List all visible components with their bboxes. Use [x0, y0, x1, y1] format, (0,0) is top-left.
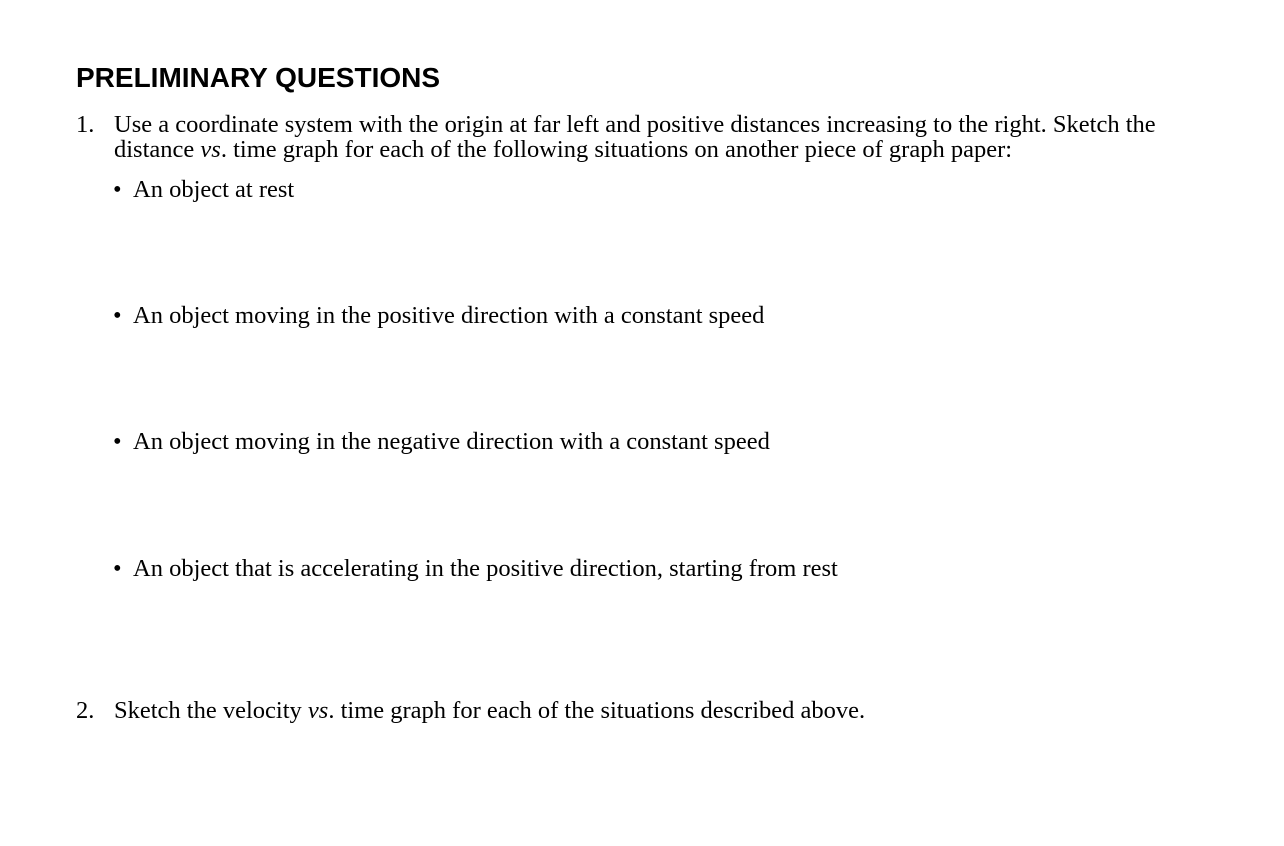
question-emphasis: vs [307, 697, 329, 724]
bullet-icon: • [113, 555, 122, 582]
bullet-label: An object at rest [133, 176, 295, 203]
section-heading: PRELIMINARY QUESTIONS [76, 62, 441, 93]
question-text [114, 112, 1214, 162]
question-text-part: . time graph for each of the situations described above. [328, 697, 866, 724]
question-number: 1. [76, 111, 95, 138]
bullet-label: An object moving in the positive direction with a constant speed [133, 302, 765, 329]
bullet-item [113, 556, 838, 581]
bullet-item [113, 429, 770, 454]
question-text-part: Use a coordinate system with the origin at far left and positive distances increasing to the right. Sketch the distance [114, 111, 1156, 163]
question-emphasis: vs [200, 136, 221, 163]
question-text [114, 698, 865, 723]
bullet-label: An object that is accelerating in the positive direction, starting from rest [133, 555, 838, 582]
bullet-icon: • [113, 428, 122, 455]
question-2 [76, 698, 1216, 728]
question-1 [76, 112, 1216, 172]
question-number: 2. [76, 697, 95, 724]
question-text-part: Sketch the velocity [114, 697, 308, 724]
bullet-icon: • [113, 176, 122, 203]
bullet-icon: • [113, 302, 122, 329]
bullet-label: An object moving in the negative direction with a constant speed [133, 428, 770, 455]
question-text-part: . time graph for each of the following situations on another piece of graph paper: [220, 136, 1013, 163]
bullet-item [113, 177, 294, 202]
bullet-item [113, 303, 764, 328]
